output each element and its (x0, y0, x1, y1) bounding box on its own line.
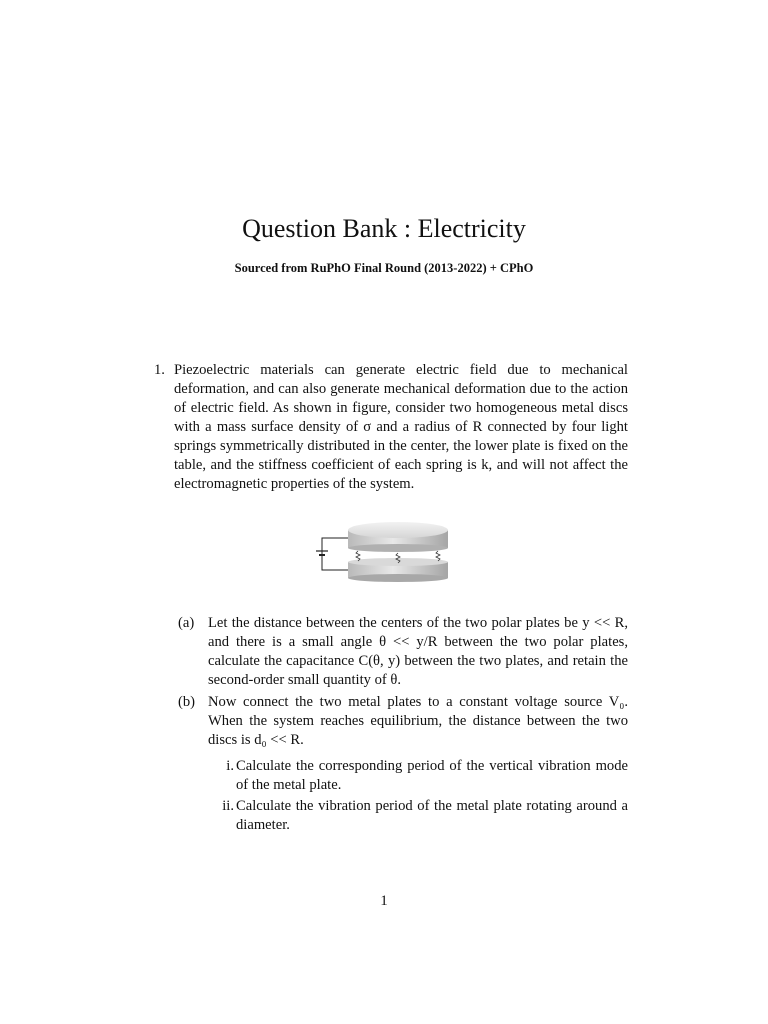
part-b-i-text: Calculate the corresponding period of the vertical vibration mode of the metal plate. (236, 758, 628, 793)
part-a-label: (a) (178, 615, 195, 631)
part-b (178, 693, 628, 750)
part-b-ii (214, 797, 628, 835)
problem-text: Piezoelectric materials can generate electric field due to mechanical deformation, and can also generate mechanical deformation due to the action of electric field. As shown in figure, consider two homogeneous metal discs with a mass surface density of σ and a radius of R connected by four light springs symmetrically distributed in the center, the lower plate is fixed on the table, and the stiffness coefficient of each spring is k, and will not affect the electromagnetic properties of the system. (174, 362, 628, 492)
problem-1 (148, 361, 628, 494)
part-b-ii-text: Calculate the vibration period of the metal plate rotating around a diameter. (236, 798, 628, 833)
document-subtitle: Sourced from RuPhO Final Round (2013-2022) + CPhO (234, 261, 534, 275)
part-b-i (214, 757, 628, 795)
part-b-ii-label: ii. (222, 798, 234, 814)
page-number: 1 (380, 893, 388, 909)
document-title: Question Bank : Electricity (242, 214, 526, 243)
problem-number: 1. (154, 362, 165, 378)
part-a-text: Let the distance between the centers of the two polar plates be y << R, and there is a small angle θ << y/R between the two polar plates, calculate the capacitance C(θ, y) between the two plates, and retain the second-order small quantity of θ. (208, 615, 628, 688)
part-b-label: (b) (178, 694, 196, 710)
part-b-text: Now connect the two metal plates to a constant voltage source V₀. When the system reaches equilibrium, the distance between the two discs is d₀ << R. (208, 694, 628, 748)
part-b-i-label: i. (226, 758, 234, 774)
discs-diagram (310, 518, 450, 582)
part-a (178, 614, 628, 690)
capacitor-discs-figure (310, 518, 450, 582)
